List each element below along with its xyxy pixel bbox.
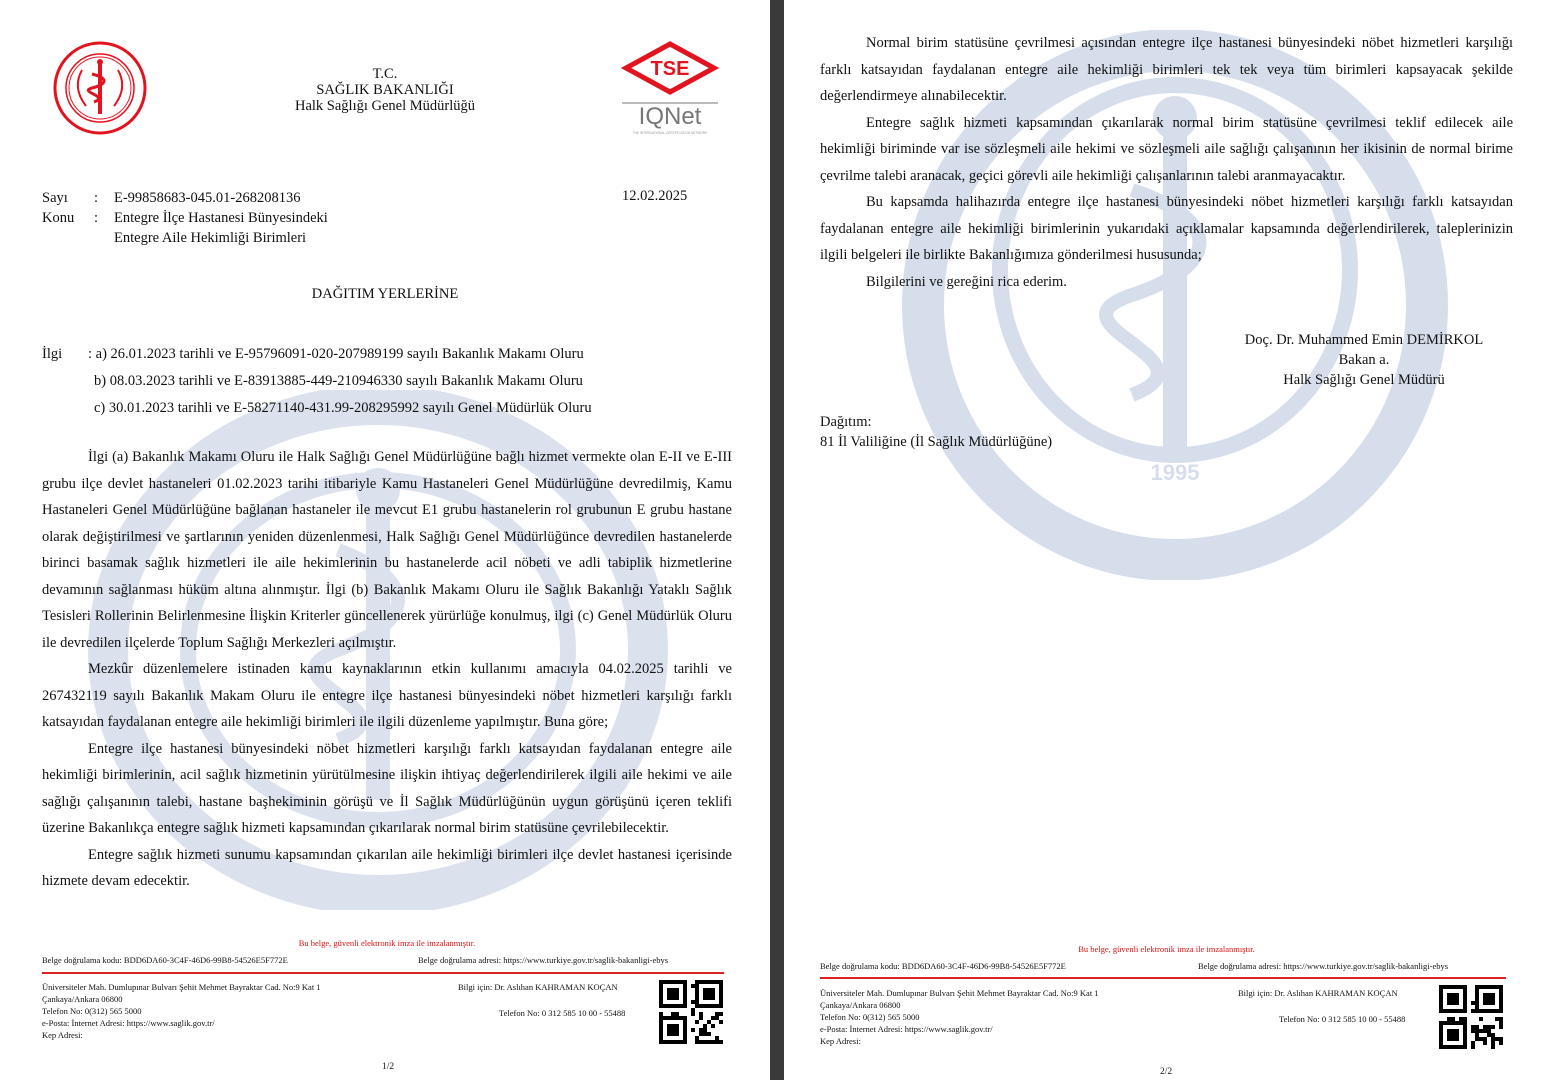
distribution-label: Dağıtım:	[820, 414, 872, 430]
distribution-block	[820, 412, 1052, 452]
ilgi-label: İlgi	[42, 346, 63, 362]
esign-note: Bu belge, güvenli elektronik imza ile imzalanmıştır.	[298, 938, 476, 948]
esign-note: Bu belge, güvenli elektronik imza ile imzalanmıştır.	[1078, 944, 1255, 954]
address-block	[820, 987, 1099, 1047]
qr-code-icon[interactable]	[1439, 985, 1503, 1049]
letterhead-line-3: Halk Sağlığı Genel Müdürlüğü	[294, 98, 476, 114]
konu-line-2: Entegre Aile Hekimliği Birimleri	[114, 230, 307, 246]
konu-line-1: Entegre İlçe Hastanesi Bünyesindeki	[114, 210, 328, 226]
page-number: 2/2	[1160, 1067, 1173, 1077]
letterhead-line-2: SAĞLIK BAKANLIĞI	[316, 82, 454, 98]
sayi-label: Sayı	[42, 190, 68, 206]
paragraph: İlgi (a) Bakanlık Makamı Oluru ile Halk Sağlığı Genel Müdürlüğüne bağlı hizmet vermekte olan E-II ve E-III grubu ilçe devlet hastaneleri 01.02.2023 tarihi itibariyle Kamu Hastaneleri Genel Müdürlüğüne devredilmiş, Kamu Hastaneleri Genel Müdürlüğüne bağlanan hastaneler ile mevcut E1 grubu hastanelerin rol grubunun E grubu hastane olarak değiştirilmesi ve şartlarının yeniden düzenlenmesi, Halk Sağlığı Genel Müdürlüğünce devredilen hastanelerde birinci basamak sağlık hizmetleri ile aile hekimlerinin bu hastanelerde acil nöbeti ve adli tabiplik hizmetlerine devamının sağlanması hüküm altına alınmıştır. İlgi (b) Bakanlık Makamı Oluru ile Sağlık Bakanlığı Yataklı Sağlık Tesisleri Rollerinin Belirlenmesine İlişkin Kriterler güncellenerek yürürlüğe konulmuş, ilgi (c) Genel Müdürlük Oluru ile devredilen ilçelerde Toplum Sağlığı Merkezleri açılmıştır.	[42, 449, 732, 651]
distribution-item: 81 İl Valiliğine (İl Sağlık Müdürlüğüne)	[820, 434, 1053, 450]
svg-text:1995: 1995	[1150, 460, 1200, 485]
paragraph: Entegre sağlık hizmeti sunumu kapsamından çıkarılan aile hekimliği birimleri ilçe devlet hastanesi içerisinde hizmete devam edecektir.	[42, 846, 732, 889]
svg-text:TSE: TSE	[650, 58, 690, 80]
ilgi-item-c: c) 30.01.2023 tarihli ve E-58271140-431.99-208295992 sayılı Genel Müdürlük Oluru	[94, 400, 592, 416]
document-page-2	[784, 0, 1560, 1080]
signer-title-1: Bakan a.	[1338, 352, 1390, 368]
paragraph: Entegre ilçe hastanesi bünyesindeki nöbet hizmetleri karşılığı farklı katsayıdan faydalanan entegre aile hekimliği birimlerinin, acil sağlık hizmetinin yürütülmesine ilişkin ihtiyaç değerlendirilerek ilgili aile hekimi ve aile sağlığı çalışanının talebi, hastane başhekiminin görüşü ve İl Sağlık Müdürlüğünün uygun görüşünü içeren teklifi üzerine Bakanlıkça entegre sağlık hizmeti kapsamından çıkarılarak normal birim statüsüne çevrilebilecektir.	[42, 740, 732, 836]
letterhead	[0, 66, 770, 114]
svg-text:IQNet: IQNet	[638, 103, 702, 130]
verify-code: Belge doğrulama kodu: BDD6DA60-3C4F-46D6-99B8-54526E5F772E	[42, 955, 288, 965]
verify-code: Belge doğrulama kodu: BDD6DA60-3C4F-46D6-99B8-54526E5F772E	[820, 961, 1066, 971]
sayi-value: E-99858683-045.01-268208136	[114, 190, 301, 206]
sayi-row	[42, 188, 602, 208]
kep-line: Kep Adresi:	[42, 1030, 83, 1040]
footer-divider	[820, 977, 1506, 979]
address-block	[42, 981, 321, 1041]
footer-divider	[42, 972, 724, 974]
page2-body	[820, 30, 1513, 295]
konu-colon: :	[94, 210, 99, 226]
paragraph: Bilgilerini ve gereğini rica ederim.	[866, 273, 1067, 290]
letterhead-line-1: T.C.	[372, 66, 398, 82]
paragraph: Entegre sağlık hizmeti kapsamından çıkarılarak normal birim statüsüne çevrilmesi teklif edilecek aile hekimliği biriminde var ise sözleşmeli aile hekimi ve sözleşmeli aile sağlığı çalışanının her ikisinin de normal birime çevrilme talebi aranacak, geçici görevli aile hekimliği çalışanlarının talebi aranmayacaktır.	[820, 114, 1513, 184]
address-line-1: Üniversiteler Mah. Dumlupınar Bulvarı Şehit Mehmet Bayraktar Cad. No:9 Kat 1	[820, 988, 1099, 998]
paragraph: Normal birim statüsüne çevrilmesi açısından entegre ilçe hastanesi bünyesindeki nöbet hizmetleri karşılığı farklı katsayıdan faydalanan entegre aile hekimliği birimleri tek tek veya tüm birimleri kapsayacak şekilde değerlendirmeye alınabilecektir.	[820, 35, 1513, 104]
signer-title-2: Halk Sağlığı Genel Müdürü	[1283, 372, 1445, 388]
email-line: e-Posta: İnternet Adresi: https://www.saglik.gov.tr/	[42, 1018, 215, 1028]
verify-address: Belge doğrulama adresi: https://www.turkiye.gov.tr/saglik-bakanligi-ebys	[1198, 961, 1449, 971]
info-contact: Bilgi için: Dr. Aslıhan KAHRAMAN KOÇAN	[1238, 988, 1398, 998]
page-number: 1/2	[382, 1062, 395, 1072]
address-line-2: Çankaya/Ankara 06800	[42, 994, 123, 1004]
address-line-2: Çankaya/Ankara 06800	[820, 1000, 901, 1010]
info-phone: Telefon No: 0 312 585 10 00 - 55488	[499, 1008, 626, 1018]
konu-label: Konu	[42, 210, 75, 226]
paragraph: Mezkûr düzenlemelere istinaden kamu kaynaklarının etkin kullanımı amacıyla 04.02.2025 tarihli ve 267432119 sayılı Bakanlık Makam Oluru ile entegre ilçe hastanesi bünyesindeki nöbet hizmetleri karşılığı farklı katsayıdan faydalanan entegre aile hekimliği birimleri ile ilgili düzenleme yapılmıştır. Buna göre;	[42, 661, 732, 730]
signer-name: Doç. Dr. Muhammed Emin DEMİRKOL	[1244, 332, 1484, 348]
ilgi-item-b: b) 08.03.2023 tarihli ve E-83913885-449-210946330 sayılı Bakanlık Makamı Oluru	[94, 373, 583, 389]
signature-block	[1214, 330, 1514, 390]
konu-row	[42, 208, 602, 248]
email-line: e-Posta: İnternet Adresi: https://www.saglik.gov.tr/	[820, 1024, 993, 1034]
phone-line: Telefon No: 0(312) 565 5000	[42, 1006, 142, 1016]
kep-line: Kep Adresi:	[820, 1036, 861, 1046]
verify-address: Belge doğrulama adresi: https://www.turkiye.gov.tr/saglik-bakanligi-ebys	[418, 955, 669, 965]
info-phone: Telefon No: 0 312 585 10 00 - 55488	[1279, 1014, 1406, 1024]
phone-line: Telefon No: 0(312) 565 5000	[820, 1012, 920, 1022]
sayi-colon: :	[94, 190, 99, 206]
document-date: 12.02.2025	[622, 188, 688, 204]
qr-code-icon[interactable]	[659, 980, 723, 1044]
ilgi-item-a: : a) 26.01.2023 tarihli ve E-95796091-020-207989199 sayılı Bakanlık Makamı Oluru	[88, 346, 584, 362]
info-contact: Bilgi için: Dr. Aslıhan KAHRAMAN KOÇAN	[458, 982, 618, 992]
distribution-title: DAĞITIM YERLERİNE	[311, 286, 459, 302]
page1-body	[42, 444, 732, 895]
svg-text:THE INTERNATIONAL CERTIFICATIO: THE INTERNATIONAL CERTIFICATION NETWORK	[632, 131, 708, 135]
address-line-1: Üniversiteler Mah. Dumlupınar Bulvarı Şehit Mehmet Bayraktar Cad. No:9 Kat 1	[42, 982, 321, 992]
paragraph: Bu kapsamda halihazırda entegre ilçe hastanesi bünyesindeki nöbet hizmetleri karşılığı farklı katsayıdan faydalanan entegre aile hekimliği birimlerinin yukarıdaki açıklamalar kapsamında değerlendirilerek, taleplerinizin ilgili belgeleri ile birlikte Bakanlığımıza gönderilmesi hususunda;	[820, 194, 1513, 263]
document-page-1	[0, 0, 770, 1080]
